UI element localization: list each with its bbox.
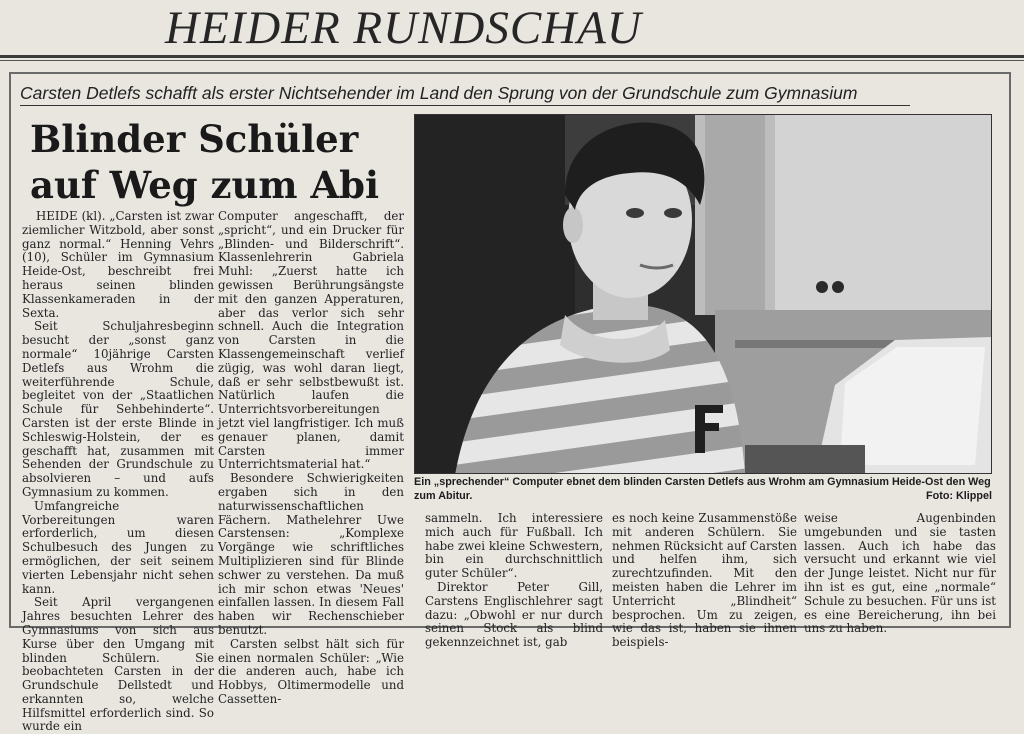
paragraph: Seit April vergangenen Jahres besuchten Lehrer des Gymnasiums von sich aus Kurse über den Umgang mit blinden Schülern. Sie beobachteten Carsten in der Grundschule Dellstedt und erkannten so, welche Hilfsmittel erforderlich sind. So wurde ein xyxy=(22,595,214,734)
paragraph: Computer angeschafft, der „spricht“, und ein Drucker für „Blinden- und Bilderschrift“. Klassenlehrerin Gabriela Muhl: „Zuerst hatte ich gewissen Berührungsängste mit den ganzen Apperaturen, aber das verlor sich sehr schnell. Auch die Integration von Carsten in die Klassengemeinschaft verlief zügig, was wohl daran liegt, daß er sehr selbstbewußt ist. Natürlich laufen die Unterrichtsvorbereitungen jetzt viel langfristiger. Ich muß genauer planen, damit Carsten immer Unterrichtsmaterial hat.“ xyxy=(218,209,404,472)
kicker-underline xyxy=(20,105,910,106)
paragraph: weise Augenbinden umgebunden und sie tasten lassen. Auch ich habe das versucht und erkannt wie viel der Junge leistet. Nicht nur für ihn ist es gut, eine „normale“ Schule zu besuchen. Für uns ist es eine Bereicherung, ihn bei uns zu haben. xyxy=(804,511,996,636)
text-column-2 xyxy=(218,210,404,707)
paragraph: HEIDE (kl). „Carsten ist zwar ziemlicher Witzbold, aber sonst ganz normal.“ Henning Vehrs (10), Schüler im Gymnasium Heide-Ost, beschreibt frei heraus seinen blinden Klassenkameraden in der Sexta. xyxy=(22,209,214,320)
headline-line-1: Blinder Schüler xyxy=(30,117,359,161)
paragraph: Umfangreiche Vorbereitungen waren erforderlich, um diesen Schulbesuch des Jungen zu ermöglichen, der seit seinem vierten Lebensjahr nicht sehen kann. xyxy=(22,498,214,596)
article-kicker: Carsten Detlefs schafft als erster Nichtsehender im Land den Sprung von der Grundschule zum Gymnasium xyxy=(20,83,858,103)
masthead-rule xyxy=(0,55,1024,58)
paragraph: Besondere Schwierigkeiten ergaben sich in den naturwissenschaftlichen Fächern. Mathelehrer Uwe Carstensen: „Komplexe Vorgänge wie schriftliches Multiplizieren sind für Blinde schwer zu verstehen. Da muß ich mir schon etwas 'Neues' einfallen lassen. In diesem Fall haben wir Rechenschieber benutzt. xyxy=(218,471,404,637)
boy-at-computer-image xyxy=(415,115,992,474)
newspaper-masthead: HEIDER RUNDSCHAU xyxy=(165,2,642,54)
paragraph: sammeln. Ich interessiere mich auch für Fußball. Ich habe zwei kleine Schwestern, bin ein durchschnittlich guter Schüler“. xyxy=(425,511,603,581)
headline-line-2: auf Weg zum Abi xyxy=(30,163,380,207)
article-photo xyxy=(414,114,992,474)
paragraph: Direktor Peter Gill, Carstens Englischlehrer sagt dazu: „Obwohl er nur durch seinen Stock als blind gekennzeichnet ist, gab xyxy=(425,579,603,650)
photo-credit: Foto: Klippel xyxy=(926,489,992,502)
photo-caption xyxy=(414,476,992,503)
paragraph: Carsten selbst hält sich für einen normalen Schüler: „Wie die anderen auch, habe ich Hobbys, Oltimermodelle und Cassetten- xyxy=(218,636,404,706)
text-column-1 xyxy=(22,210,214,734)
text-column-3 xyxy=(425,512,603,650)
paragraph: Seit Schuljahresbeginn besucht der „sonst ganz normale“ 10jährige Carsten Detlefs aus Wrohm die weiterführende Schule, begleitet von der „Staatlichen Schule für Sehbehinderte“. Carsten ist der erste Blinde in Schleswig-Holstein, der es geschafft hat, zusammen mit Sehenden der Grundschule zu absolvieren – und aufs Gymnasium zu kommen. xyxy=(22,319,214,499)
text-column-4 xyxy=(612,512,797,650)
masthead-rule-thin xyxy=(0,60,1024,61)
paragraph: es noch keine Zusammenstöße mit anderen Schülern. Sie nehmen Rücksicht auf Carsten und helfen ihm, sich zurechtzufinden. Mit den meisten haben die Lehrer im Unterricht „Blindheit“ besprochen. Um zu zeigen, wie das ist, haben sie ihnen beispiels- xyxy=(612,511,797,650)
caption-text: Ein „sprechender“ Computer ebnet dem blinden Carsten Detlefs aus Wrohm am Gymnasium Heide-Ost den Weg zum Abitur. xyxy=(414,476,991,502)
article-headline xyxy=(30,116,410,208)
text-column-5 xyxy=(804,512,996,636)
